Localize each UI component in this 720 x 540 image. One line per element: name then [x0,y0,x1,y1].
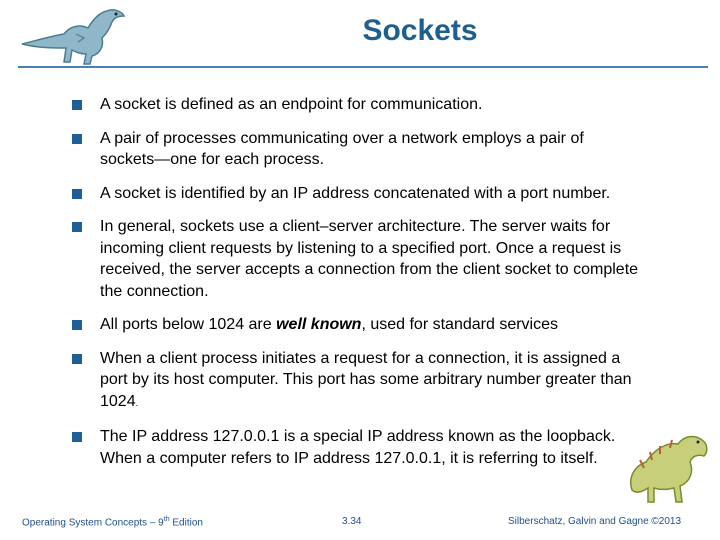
bullet-item [72,183,642,205]
footer-course-title [22,516,203,528]
footer-course-superscript: th [163,516,170,523]
bullet-item [72,94,642,116]
bullet-item [72,348,642,415]
bullet-item [72,128,642,171]
footer-slide-number: 3.34 [342,516,362,527]
bullet-text-end: , used for standard services [361,316,558,333]
bullet-emphasis: well known [276,316,362,333]
bullet-text: The IP address 127.0.0.1 is a special IP address known as the loopback. When a computer refers to IP address 127.0.0.1, it is referring to itself. [100,428,616,467]
square-bullet-icon [72,354,82,364]
square-bullet-icon [72,222,82,232]
slide-title: Sockets [362,14,478,47]
footer-course-suffix: Edition [169,517,203,529]
title-divider [18,66,708,68]
bullet-text: A pair of processes communicating over a network employs a pair of sockets—one for each process. [100,129,584,168]
bullet-text: A socket is identified by an IP address concatenated with a port number. [100,184,611,202]
bullet-text: When a client process initiates a request for a connection, it is assigned a port by its host computer. This port has some arbitrary number greater than 1024 [100,349,632,410]
dinosaur-logo-icon [624,432,716,512]
bullet-tail: . [135,397,139,408]
bullet-item [72,426,642,469]
bullet-text-start: All ports below 1024 are [100,316,277,333]
bullet-text: A socket is defined as an endpoint for communication. [100,96,483,113]
square-bullet-icon [72,100,82,110]
footer-course-prefix: Operating System Concepts – 9 [22,517,164,529]
square-bullet-icon [72,189,82,199]
bullet-item [72,216,642,302]
bullet-item [72,314,642,336]
bullet-text: In general, sockets use a client–server architecture. The server waits for incoming client requests by listening to a specified port. Once a request is received, the server accepts a connection from the client socket to complete the connection. [100,218,639,300]
footer-authors: Silberschatz, Galvin and Gagne ©2013 [508,516,682,527]
dinosaur-logo-icon [18,4,136,66]
square-bullet-icon [72,320,82,330]
square-bullet-icon [72,432,82,442]
square-bullet-icon [72,134,82,144]
bullet-list [72,94,642,481]
